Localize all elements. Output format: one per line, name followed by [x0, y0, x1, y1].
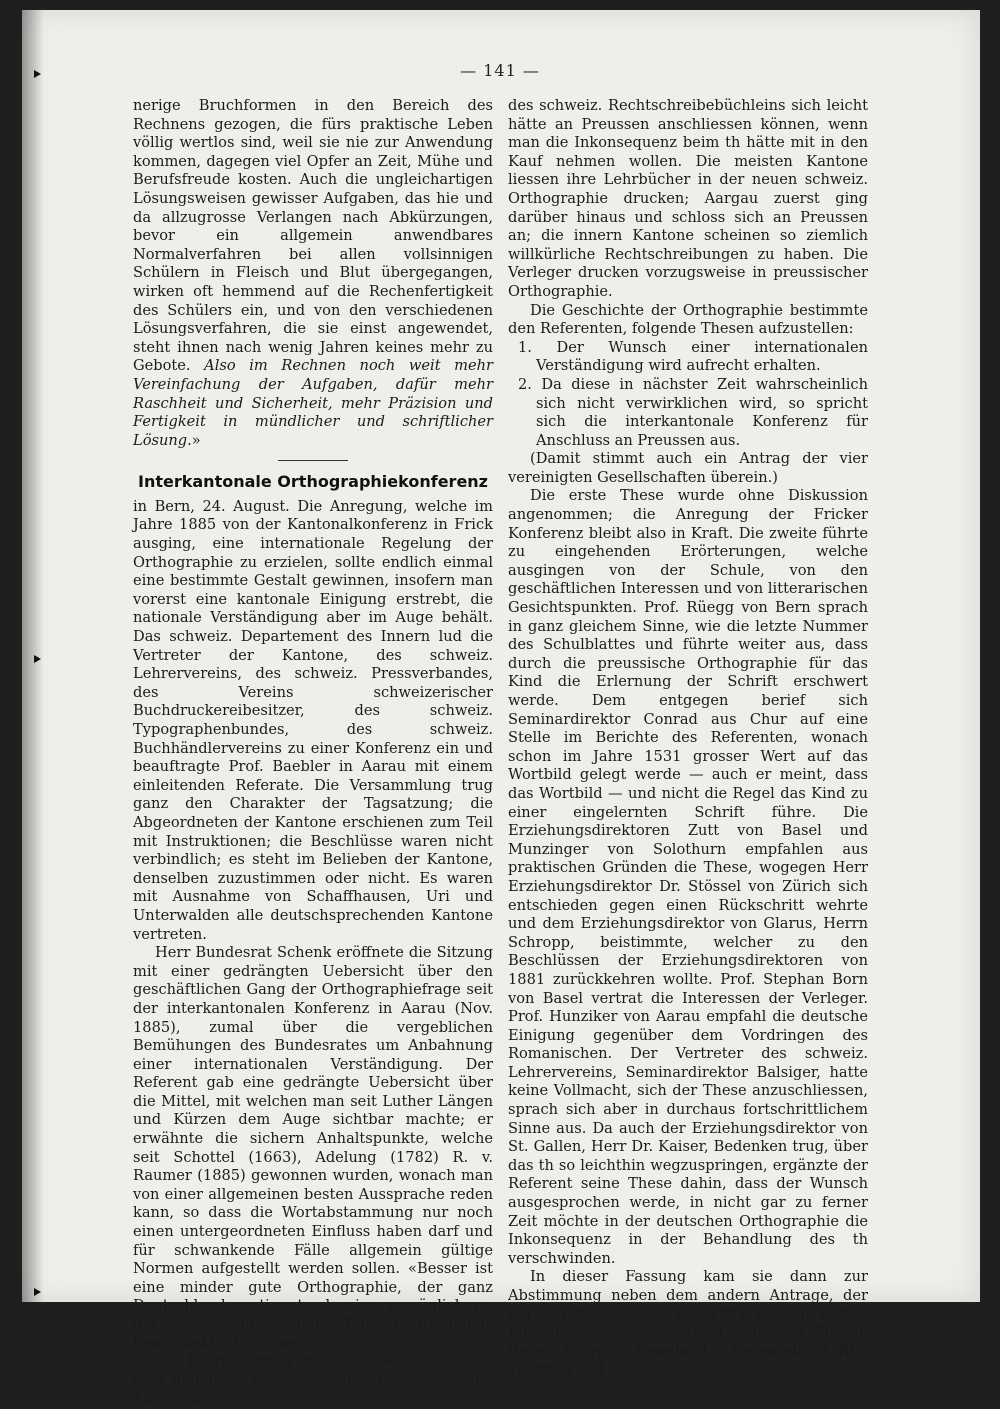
- left-column: [133, 97, 493, 1409]
- paragraph: [133, 97, 493, 450]
- thesis-item: 1. Der Wunsch einer internationalen Verständigung wird aufrecht erhalten.: [518, 338, 868, 375]
- page-number: — 141 —: [460, 61, 540, 80]
- margin-arrow-marker: [34, 655, 41, 663]
- emphasized-text: Also im Rechnen noch weit mehr Vereinfachung der Aufgaben, dafür mehr Raschheit und Sicherheit, mehr Präzision und Fertigkeit in mündlicher und schriftlicher Lösung.: [133, 357, 493, 449]
- paragraph-text: nerige Bruchformen in den Bereich des Rechnens gezogen, die fürs praktische Leben völlig wertlos sind, weil sie nie zur Anwendung kommen, dagegen viel Opfer an Zeit, Mühe und Berufsfreude kosten. Auch die ungleichartigen Lösungsweisen gewisser Aufgaben, das hie und da allzugrosse Verlangen nach Abkürzungen, bevor ein allgemein anwendbares Normalverfahren bei allen vollsinnigen Schülern in Fleisch und Blut übergegangen, wirken oft hemmend auf die Rechenfertigkeit des Schülers ein, und von den verschiedenen Lösungsverfahren, die sie einst angewendet, steht ihnen nach wenig Jahren keines mehr zu Gebote.: [133, 97, 493, 375]
- paragraph: Herr Bundesrat Schenk eröffnete die Sitzung mit einer gedrängten Uebersicht über den geschäftlichen Gang der Orthographiefrage seit der interkantonalen Konferenz in Aarau (Nov. 1885), zumal über die vergeblichen Bemühungen des Bundesrates um Anbahnung einer internationalen Verständigung. Der Referent gab eine gedrängte Uebersicht über die Mittel, mit welchen man seit Luther Längen und Kürzen dem Auge sichtbar machte; er erwähnte die sichern Anhaltspunkte, welche seit Schottel (1663), Adelung (1782) R. v. Raumer (1885) gewonnen wurden, wonach man von einer allgemeinen besten Aussprache reden kann, so dass die Wortabstammung nur noch einen untergeordneten Einfluss haben darf und für schwankende Fälle allgemein gültige Normen aufgestellt werden sollen. «Besser ist eine minder gute Orthographie, der ganz Deutschland zustimmt, als eine vorzüglichere, die sich auf einen Teil Deutschlands beschränkt». (Raumer).: [133, 944, 493, 1352]
- right-column: [508, 97, 868, 1380]
- margin-arrow-marker: [34, 1288, 41, 1296]
- closing-quote: »: [191, 431, 201, 449]
- thesis-item: 2. Da diese in nächster Zeit wahrscheinlich sich nicht verwirklichen wird, so spricht sich die interkantonale Konferenz für Anschluss an Preussen aus.: [518, 375, 868, 449]
- paragraph: (Damit stimmt auch ein Antrag der vier vereinigten Gesellschaften überein.): [508, 450, 868, 486]
- section-title: Interkantonale Orthographiekonferenz: [138, 472, 488, 492]
- paragraph: In dieser Fassung kam sie dann zur Abstimmung neben dem andern Antrage, der bei den Beschlüssen von 1881 bleiben wollte. Für diesen zweiten Antrag stimmten Zürich, Bern, Glarus, Baselland, Appenzell A.-Rh., Thurgau und: [508, 1268, 868, 1379]
- section-divider: [278, 460, 348, 461]
- paragraph: Die erste These wurde ohne Diskussion angenommen; die Anregung der Fricker Konferenz bleibt also in Kraft. Die zweite führte zu eingehenden Erörterungen, welche ausgingen von der Schule, von den geschäftlichen Interessen und von litterarischen Gesichtspunkten. Prof. Rüegg von Bern sprach in ganz gleichem Sinne, wie die letzte Nummer des Schulblattes und führte weiter aus, dass durch die preussische Orthographie für das Kind die Erlernung der Schrift erschwert werde. Dem entgegen berief sich Seminardirektor Conrad aus Chur auf eine Stelle im Berichte des Referenten, wonach schon im Jahre 1531 grosser Wert auf das Wortbild gelegt werde — auch er meint, dass das Wortbild — und nicht die Regel das Kind zu einer eingelernten Schrift führe. Die Erziehungsdirektoren Zutt von Basel und Munzinger von Solothurn empfahlen aus praktischen Gründen die These, wogegen Herr Erziehungsdirektor Dr. Stössel von Zürich sich entschieden gegen einen Rückschritt wehrte und dem Erziehungsdirektor von Glarus, Herrn Schropp, beistimmte, welcher zu den Beschlüssen der Erziehungsdirektoren von 1881 zurückkehren wollte. Prof. Stephan Born von Basel vertrat die Interessen der Verleger. Prof. Hunziker von Aarau empfahl die deutsche Einigung gegenüber dem Vordringen des Romanischen. Der Vertreter des schweiz. Lehrervereins, Seminardirektor Balsiger, hatte keine Vollmacht, sich der These anzuschliessen, sprach sich aber in durchaus fortschrittlichem Sinne aus. Da auch der Erziehungsdirektor von St. Gallen, Herr Dr. Kaiser, Bedenken trug, über das th so leichthin wegzuspringen, ergänzte der Referent seine These dahin, dass der Wunsch ausgesprochen werde, in nicht gar zu ferner Zeit möchte in der deutschen Orthographie die Inkonsequenz in der Behandlung des th verschwinden.: [508, 487, 868, 1267]
- paragraph: des schweiz. Rechtschreibebüchleins sich leicht hätte an Preussen anschliessen können, wenn man die Inkonsequenz beim th hätte mit in den Kauf nehmen wollen. Die meisten Kantone liessen ihre Lehrbücher in der neuen schweiz. Orthographie drucken; Aargau zuerst ging darüber hinaus und schloss sich an Preussen an; die innern Kantone scheinen so ziemlich willkürliche Rechtschreibungen zu haben. Die Verleger drucken vorzugsweise in preussischer Orthographie.: [508, 97, 868, 300]
- paragraph: Die Geschichte der Orthographie bestimmte den Referenten, folgende Thesen aufzustellen:: [508, 301, 868, 338]
- paragraph: in Bern, 24. August. Die Anregung, welche im Jahre 1885 von der Kantonalkonferenz in Frick ausging, eine internationale Regelung der Orthographie zu erzielen, sollte endlich einmal eine bestimmte Gestalt gewinnen, insofern man vorerst eine kantonale Einigung erstrebt, die nationale Verständigung aber im Auge behält. Das schweiz. Departement des Innern lud die Vertreter der Kantone, des schweiz. Lehrervereins, des schweiz. Pressverbandes, des Vereins schweizerischer Buchdruckereibesitzer, des schweiz. Typographenbundes, des schweiz. Buchhändlervereins zu einer Konferenz ein und beauftragte Prof. Baebler in Aarau mit einem einleitenden Referate. Die Versammlung trug ganz den Charakter der Tagsatzung; die Abgeordneten der Kantone erschienen zum Teil mit Instruktionen; die Beschlüsse waren nicht verbindlich; es steht im Belieben der Kantone, denselben zuzustimmen oder nicht. Es waren mit Ausnahme von Schaffhausen, Uri und Unterwalden alle deutschsprechenden Kantone vertreten.: [133, 497, 493, 943]
- paragraph: Die Bestrebungen in der Schweiz waren so weit gediehen, dass man 1881 bei dem neuen Abdrucke: [133, 1353, 493, 1408]
